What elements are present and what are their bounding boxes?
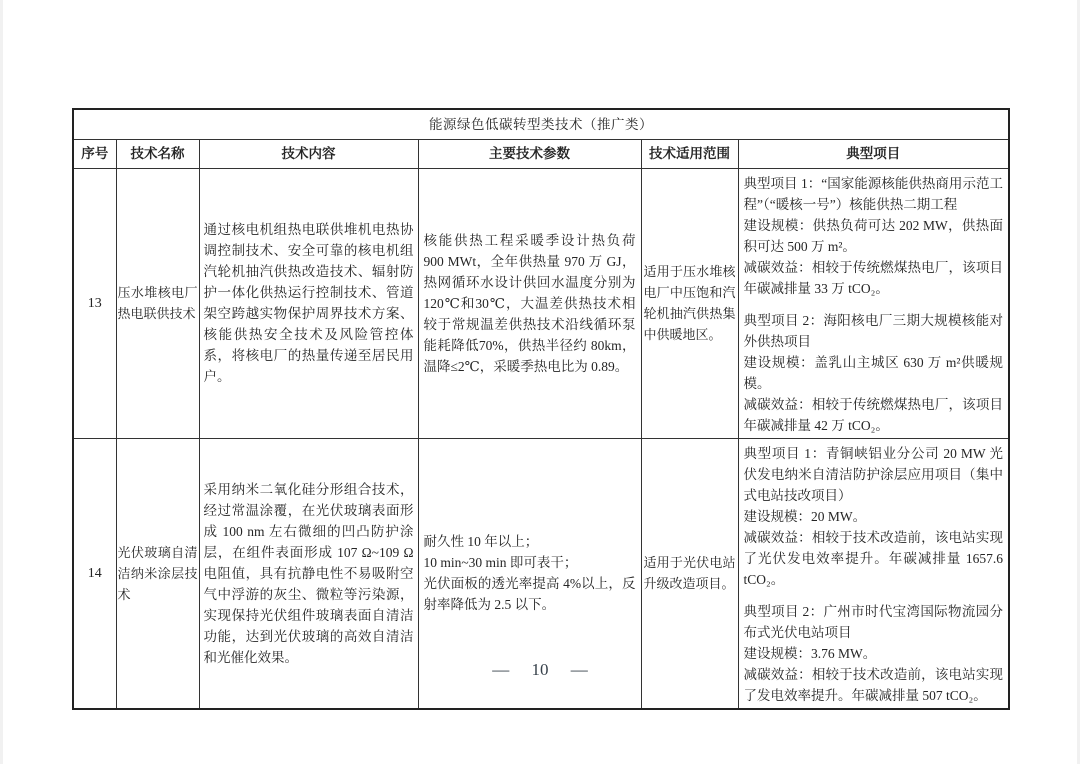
parameter-line: 10 min~30 min 即可表干； <box>423 555 578 570</box>
cell-technical-parameters <box>418 168 641 438</box>
table-title-row <box>73 109 1009 139</box>
project-benefit: 减碳效益：相较于传统燃煤热电厂，该项目年碳减排量 42 万 tCO₂。 <box>743 396 1003 433</box>
technology-table <box>72 108 1010 710</box>
table-row-13 <box>73 168 1009 438</box>
project-title: 典型项目 2：海阳核电厂三期大规模核能对外供热项目 <box>743 312 1003 349</box>
project-block-1 <box>744 443 1004 590</box>
project-title: 典型项目 1：青铜峡铝业分公司 20 MW 光伏发电纳米自清洁防护涂层应用项目（集中式电站技改项目） <box>743 445 1003 503</box>
project-scale: 建设规模：盖乳山主城区 630 万 m²供暖规模。 <box>743 354 1003 391</box>
cell-typical-projects <box>738 168 1009 438</box>
parameter-line: 光伏面板的透光率提高 4%以上，反射率降低为 2.5 以下。 <box>423 576 636 612</box>
column-header-typical-projects: 典型项目 <box>738 139 1009 168</box>
table-header-row <box>73 139 1009 168</box>
parameter-line: 耐久性 10 年以上； <box>423 534 539 549</box>
cell-technology-content: 采用纳米二氧化硅分形组合技术，经过常温涂覆，在光伏玻璃表面形成 100 nm 左右微细的凹凸防护涂层，在组件表面形成 107 Ω~109 Ω电阻值，具有抗静电性不易吸附空气中浮游的灰尘、微粒等污染源，实现保持光伏组件玻璃表面自清洁功能，达到光伏玻璃的高效自清洁和光催化效果。 <box>199 438 418 709</box>
column-header-technology-name: 技术名称 <box>116 139 199 168</box>
column-header-applicable-scope: 技术适用范围 <box>641 139 738 168</box>
project-benefit: 减碳效益：相较于传统燃煤热电厂，该项目年碳减排量 33 万 tCO₂。 <box>743 259 1003 296</box>
cell-applicable-scope: 适用于压水堆核电厂中压饱和汽轮机抽汽供热集中供暖地区。 <box>641 168 738 438</box>
parameter-line: 核能供热工程采暖季设计热负荷 900 MWt，全年供热量 970 万 GJ，热网循环水设计供回水温度分别为 120℃和30℃，大温差供热技术相较于常规温差供热技术沿线循环泵能耗降低70%，供热半径约 80km，温降≤2℃，采暖季热电比为 0.89。 <box>423 232 636 374</box>
project-block-1 <box>744 173 1004 299</box>
project-scale: 建设规模：供热负荷可达 202 MW，供热面积可达 500 万 m²。 <box>743 217 1003 254</box>
cell-technology-name: 光伏玻璃自清洁纳米涂层技术 <box>116 438 199 709</box>
project-block-2 <box>744 310 1004 436</box>
project-block-2 <box>744 601 1004 706</box>
project-scale: 建设规模：20 MW。 <box>743 508 867 524</box>
column-header-serial-number: 序号 <box>73 139 116 168</box>
cell-serial-number: 14 <box>73 438 116 709</box>
project-title: 典型项目 1：“国家能源核能供热商用示范工程”（“暖核一号”）核能供热二期工程 <box>743 175 1003 212</box>
project-benefit: 减碳效益：相较于技术改造前，该电站实现了发电效率提升。年碳减排量 507 tCO₂。 <box>743 666 1003 703</box>
column-header-technical-parameters: 主要技术参数 <box>418 139 641 168</box>
table-category-title: 能源绿色低碳转型类技术（推广类） <box>73 109 1009 139</box>
cell-applicable-scope: 适用于光伏电站升级改造项目。 <box>641 438 738 709</box>
project-title: 典型项目 2：广州市时代宝湾国际物流园分布式光伏电站项目 <box>743 603 1003 640</box>
column-header-technology-content: 技术内容 <box>199 139 418 168</box>
project-scale: 建设规模：3.76 MW。 <box>743 645 877 661</box>
cell-technology-name: 压水堆核电厂热电联供技术 <box>116 168 199 438</box>
cell-serial-number: 13 <box>73 168 116 438</box>
page-number: — 10 — <box>492 660 588 679</box>
project-benefit: 减碳效益：相较于技术改造前，该电站实现了光伏发电效率提升。年碳减排量 1657.6 tCO₂。 <box>743 529 1003 587</box>
cell-technology-content: 通过核电机组热电联供堆机电热协调控制技术、安全可靠的核电机组汽轮机抽汽供热改造技术、辐射防护一体化供热运行控制技术、管道架空跨越实物保护周界技术方案、核能供热安全技术及风险管控体系，将核电厂的热量传递至居民用户。 <box>199 168 418 438</box>
